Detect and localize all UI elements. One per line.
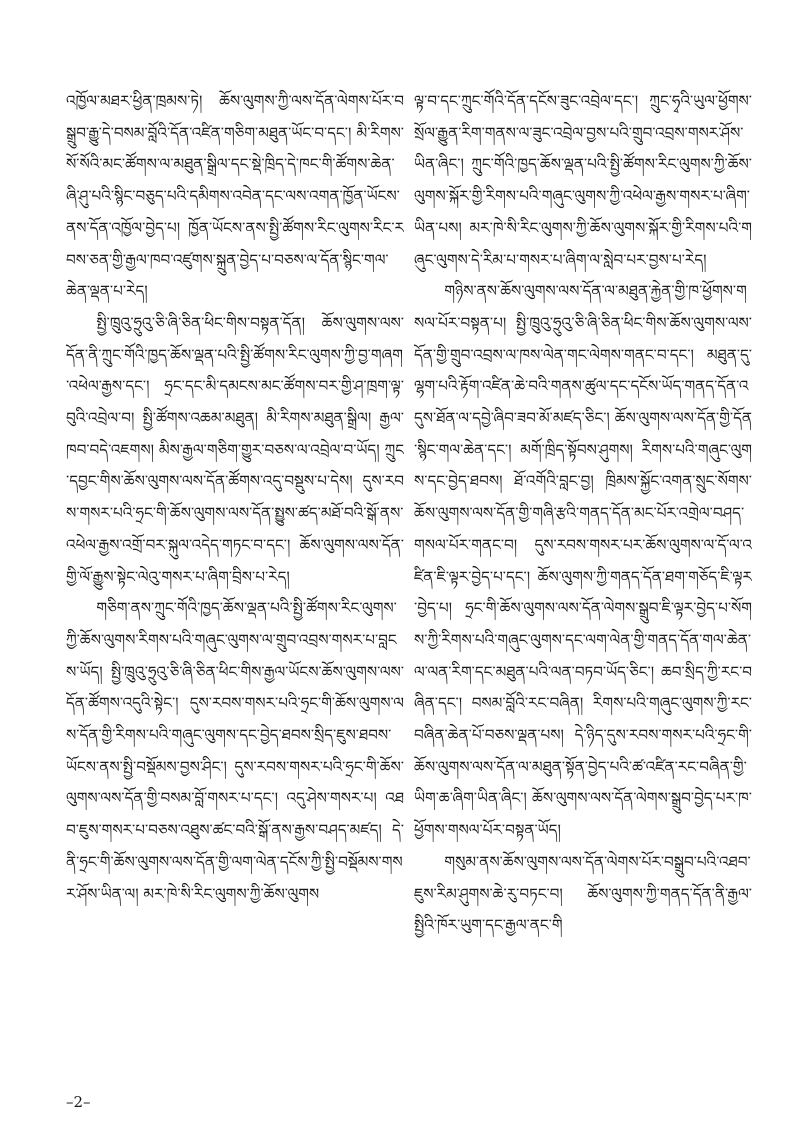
paragraph: གཉིས་ནས་ཆོས་ལུགས་ལས་དོན་ལ་མཐུན་རྐྱེན་གྱི་ཁ་ཕྱོགས་གསལ་པོར་བསྟན་པ། སྤྱི་ཁྲུའུ་ཧྲུའུ་ཅི་ཞི་ཅིན་ཕིང་གིས་ཆོས་ལུགས་ལས་དོན་གྱི་གྲུབ་འབྲས་ལ་ཁས་ལེན་གང་ལེགས་གནང་བ་དང་། མཐུན་དུ་ལྷག་པའི་རྟོག་འཛིན་ཆེ་བའི་གནས་ཚུལ་དང་དངོས་ཡོད་གནད་དོན་འདུས་ཐོན་ལ་དབྱེ་ཞིབ་ཟབ་མོ་མཛད་ཅིང་། ཆོས་ལུགས་ལས་དོན་གྱི་དོན་སྙིང་གལ་ཆེན་དང་། མགོ་ཁྲིད་སྟོབས་ཤུགས། རིགས་པའི་གཞུང་ལུགས་དང་བྱེད་ཐབས། ཐོ་འགོའི་བླང་བྱ། ཁྲིམས་སྐྱོང་འགན་སྲུང་སོགས་ཆོས་ལུགས་ལས་དོན་གྱི་གཞི་རྩའི་གནད་དོན་མང་པོར་འགྲེལ་བཤད་གསལ་པོར་གནང་བ། དུས་རབས་གསར་པར་ཆོས་ལུགས་ལ་དོ་ལ་འཛིན་ཇི་ལྟར་བྱེད་པ་དང་། ཆོས་ལུགས་ཀྱི་གནད་དོན་ཐག་གཅོད་ཇི་ལྟར་བྱེད་པ། ཧྲང་གི་ཆོས་ལུགས་ལས་དོན་ལེགས་སྒྲུབ་ཇི་ལྟར་བྱེད་པ་སོགས་ཀྱི་རིགས་པའི་གཞུང་ལུགས་དང་ལག་ལེན་གྱི་གནད་དོན་གལ་ཆེན་ལ་ལན་རིག་དང་མཐུན་པའི་ལན་བཏབ་ཡོད་ཅིང་། ཆབ་སྲིད་ཀྱི་རང་བཞིན་དང་། བསམ་བློའི་རང་བཞིན། རིགས་པའི་གཞུང་ལུགས་ཀྱི་རང་བཞིན་ཆེན་པོ་བཅས་ལྡན་པས། དེ་ཉིད་དུས་རབས་གསར་པའི་ཧྲང་གི་ཆོས་ལུགས་ལས་དོན་ལ་མཐུན་སྟོན་བྱེད་པའི་ཚ་འཛིན་རང་བཞིན་གྱི་ཡིག་ཆ་ཞིག་ཡིན་ཞིང་། ཆོས་ལུགས་ལས་དོན་ལེགས་སྒྲུབ་བྱེད་པར་ཁ་ཕྱོགས་གསལ་པོར་བསྟན་ཡོད། xyxy=(414,282,752,840)
paragraph: གསུམ་ནས་ཆོས་ལུགས་ལས་དོན་ལེགས་པོར་བསྒྲུབ་པའི་འཐབ་ཇུས་རིམ་ཤུགས་ཆེ་རུ་བཏང་བ། ཆོས་ལུགས་ཀྱི་གནད་དོན་ནི་རྒྱལ་སྤྱིའི་ཁོར་ཡུག་དང་རྒྱལ་ནང་གི xyxy=(414,852,752,935)
paragraph: འཁྱོལ་མཐར་ཕྱིན་ཁྲམས་ཏེ། ཆོས་ལུགས་ཀྱི་ལས་དོན་ལེགས་པོར་བསྒྲུབ་རྒྱུ་དེ་བསམ་བློའི་དོན་འཛིན་གཅིག་མཐུན་ཡོང་བ་དང་། མི་རིགས་སོ་སོའི་མང་ཚོགས་ལ་མཐུན་སྒྲིལ་དང་སྡེ་ཁྲིད་དེ་ཁང་གི་ཚོགས་ཆེན་ཞི་ཤུ་པའི་སྙིང་བཅུད་པའི་དམིགས་འབེན་དང་ལས་འགན་ཁྱོན་ཡོངས་ནས་དོན་འཁྱོལ་བྱེད་པ། ཁྱོན་ཡོངས་ནས་སྤྱི་ཚོགས་རིང་ལུགས་རིང་རབས་ཅན་གྱི་རྒྱལ་ཁབ་འཛུགས་སྐྲུན་བྱེད་པ་བཅས་ལ་དོན་སྙིང་གལ་ཆེན་ལྡན་པ་རེད། xyxy=(66,92,404,301)
paragraph: གཅིག་ནས་ཀྲུང་གོའི་ཁྱད་ཆོས་ལྡན་པའི་སྤྱི་ཚོགས་རིང་ལུགས་ཀྱི་ཆོས་ལུགས་རིགས་པའི་གཞུང་ལུགས་ལ་གྲུབ་འབྲས་གསར་པ་བླངས་ཡོད། སྤྱི་ཁྲུའུ་ཧྲུའུ་ཅི་ཞི་ཅིན་ཕིང་གིས་རྒྱལ་ཡོངས་ཆོས་ལུགས་ལས་དོན་ཚོགས་འདུའི་སྟེང་། དུས་རབས་གསར་པའི་ཧྲང་གི་ཆོས་ལུགས་ལས་དོན་གྱི་རིགས་པའི་གཞུང་ལུགས་དང་བྱེད་ཐབས་སྲིད་ཇུས་ཐབས་ཡོངས་ནས་སྤྱི་བསྡོམས་བྱས་ཤིང་། དུས་རབས་གསར་པའི་ཧྲང་གི་ཆོས་ལུགས་ལས་དོན་གྱི་བསམ་བློ་གསར་པ་དང་། འདུ་ཤེས་གསར་པ། འཐབ་ཇུས་གསར་པ་བཅས་འཐུས་ཚང་བའི་སྒོ་ནས་རྒྱས་བཤད་མཛད། དེ་ནི་ཧྲང་གི་ཆོས་ལུགས་ལས་དོན་གྱི་ལག་ལེན་དངོས་ཀྱི་སྤྱི་བསྡོམས་གསར་ཤོས་ཡིན་ལ། མར་ཁེ་སི་རིང་ལུགས་ཀྱི་ཆོས་ལུགས xyxy=(66,599,404,903)
paragraph: སྤྱི་ཁྲུའུ་ཧྲུའུ་ཅི་ཞི་ཅིན་ཕིང་གིས་བསྟན་དོན། ཆོས་ལུགས་ལས་དོན་ནི་ཀྲུང་གོའི་ཁྱད་ཆོས་ལྡན་པའི་སྤྱི་ཚོགས་རིང་ལུགས་ཀྱི་བྱ་གཞག་འཕེལ་རྒྱས་དང་། ཧྲང་དང་མི་དམངས་མང་ཚོགས་བར་གྱི་ཤ་ཁྲག་ལྟ་བུའི་འབྲེལ་བ། སྤྱི་ཚོགས་འཆམ་མཐུན། མི་རིགས་མཐུན་སྒྲིལ། རྒྱལ་ཁབ་བདེ་འཇགས། མིས་རྒྱལ་གཅིག་གྱུར་བཅས་ལ་འབྲེལ་བ་ཡོད། ཀྲུང་དབྱང་གིས་ཆོས་ལུགས་ལས་དོན་ཚོགས་འདུ་བསྡུས་པ་དེས། དུས་རབས་གསར་པའི་ཧྲང་གི་ཆོས་ལུགས་ལས་དོན་སྤྱུས་ཚད་མཐོ་བའི་སྒོ་ནས་འཕེལ་རྒྱས་འགྲོ་བར་སྐུལ་འདེད་གཏང་བ་དང་། ཆོས་ལུགས་ལས་དོན་གྱི་ལོ་རྒྱུས་སྟེང་ལེའུ་གསར་པ་ཞིག་བྲིས་པ་རེད། xyxy=(66,313,404,586)
left-column xyxy=(66,86,404,1066)
page-number: –2– xyxy=(66,1093,91,1111)
right-column xyxy=(414,86,752,1066)
paragraph: ལྟ་བ་དང་ཀྲུང་གོའི་དོན་དངོས་ཟུང་འབྲེལ་དང་། ཀྲུང་ཧྭའི་ཡུལ་ཕྱོགས་སྲོལ་རྒྱུན་རིག་གནས་ལ་ཟུང་འབྲེལ་བྱས་པའི་གྲུབ་འབྲས་གསར་ཤོས་ཡིན་ཞིང་། ཀྲུང་གོའི་ཁྱད་ཆོས་ལྡན་པའི་སྤྱི་ཚོགས་རིང་ལུགས་ཀྱི་ཆོས་ལུགས་སྐོར་གྱི་རིགས་པའི་གཞུང་ལུགས་ཀྱི་འཕེལ་རྒྱས་གསར་པ་ཞིག་ཡིན་པས། མར་ཁེ་སི་རིང་ལུགས་ཀྱི་ཆོས་ལུགས་སྐོར་གྱི་རིགས་པའི་གཞུང་ལུགས་དེ་རིམ་པ་གསར་པ་ཞིག་ལ་སླེབ་པར་བྱས་པ་རེད། xyxy=(414,92,752,269)
